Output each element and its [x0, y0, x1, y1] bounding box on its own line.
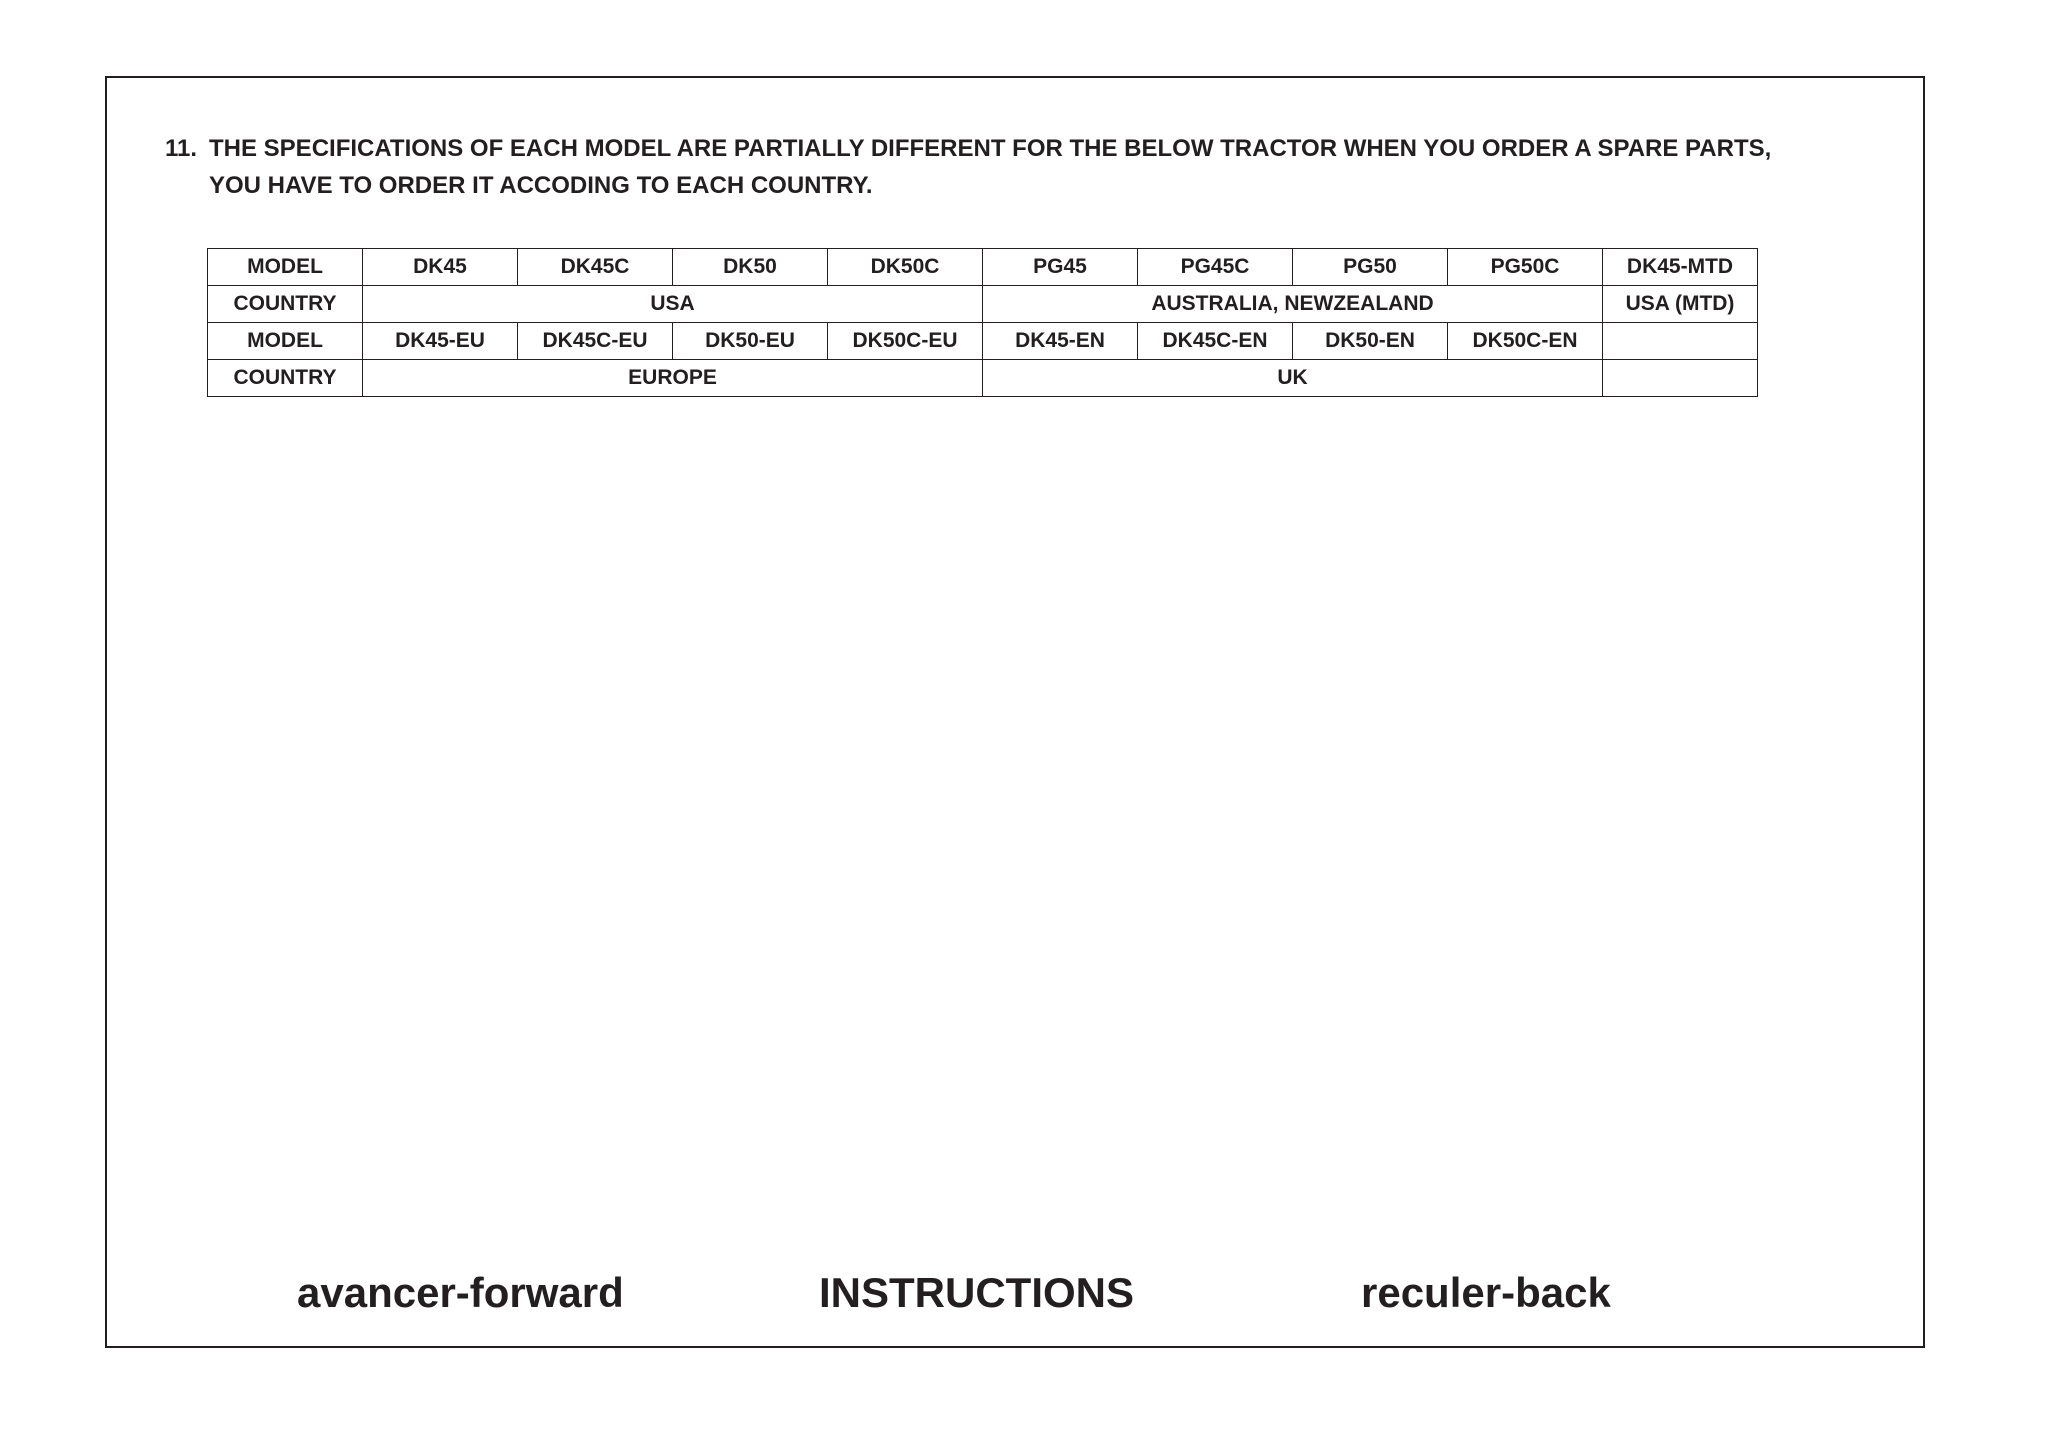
model-cell: PG50 — [1293, 249, 1448, 286]
model-cell: DK50 — [673, 249, 828, 286]
model-country-table — [207, 248, 1758, 397]
page-frame — [105, 76, 1925, 1348]
model-cell: DK45C-EN — [1138, 323, 1293, 360]
instruction-note — [165, 130, 1905, 204]
note-number: 11. — [165, 135, 198, 162]
row-header-model: MODEL — [208, 249, 363, 286]
model-cell: DK50C — [828, 249, 983, 286]
back-link[interactable]: reculer-back — [1361, 1269, 1611, 1316]
country-cell: USA — [363, 286, 983, 323]
model-cell: PG45 — [983, 249, 1138, 286]
note-line-1: THE SPECIFICATIONS OF EACH MODEL ARE PARTIALLY DIFFERENT FOR THE BELOW TRACTOR WHEN YOU ORDER A SPARE PARTS, — [209, 135, 1772, 162]
note-text — [209, 130, 1905, 204]
model-cell: DK45C-EU — [518, 323, 673, 360]
country-cell: AUSTRALIA, NEWZEALAND — [983, 286, 1603, 323]
model-cell: DK50C-EU — [828, 323, 983, 360]
model-cell: DK45C — [518, 249, 673, 286]
table-row-country-2 — [208, 360, 1758, 397]
row-header-model: MODEL — [208, 323, 363, 360]
row-header-country: COUNTRY — [208, 286, 363, 323]
country-cell: USA (MTD) — [1603, 286, 1758, 323]
instructions-link[interactable]: INSTRUCTIONS — [819, 1269, 1134, 1316]
table-row-model-2 — [208, 323, 1758, 360]
model-cell: PG45C — [1138, 249, 1293, 286]
model-cell: DK50C-EN — [1448, 323, 1603, 360]
model-cell — [1603, 323, 1758, 360]
model-cell: DK45-EN — [983, 323, 1138, 360]
model-cell: DK45-MTD — [1603, 249, 1758, 286]
note-line-2: YOU HAVE TO ORDER IT ACCODING TO EACH COUNTRY. — [209, 172, 873, 199]
model-cell: DK50-EU — [673, 323, 828, 360]
model-cell: DK50-EN — [1293, 323, 1448, 360]
model-cell: DK45 — [363, 249, 518, 286]
model-cell: DK45-EU — [363, 323, 518, 360]
country-cell — [1603, 360, 1758, 397]
row-header-country: COUNTRY — [208, 360, 363, 397]
forward-link[interactable]: avancer-forward — [297, 1269, 624, 1316]
table-row-model-1 — [208, 249, 1758, 286]
country-cell: EUROPE — [363, 360, 983, 397]
table-row-country-1 — [208, 286, 1758, 323]
model-cell: PG50C — [1448, 249, 1603, 286]
country-cell: UK — [983, 360, 1603, 397]
